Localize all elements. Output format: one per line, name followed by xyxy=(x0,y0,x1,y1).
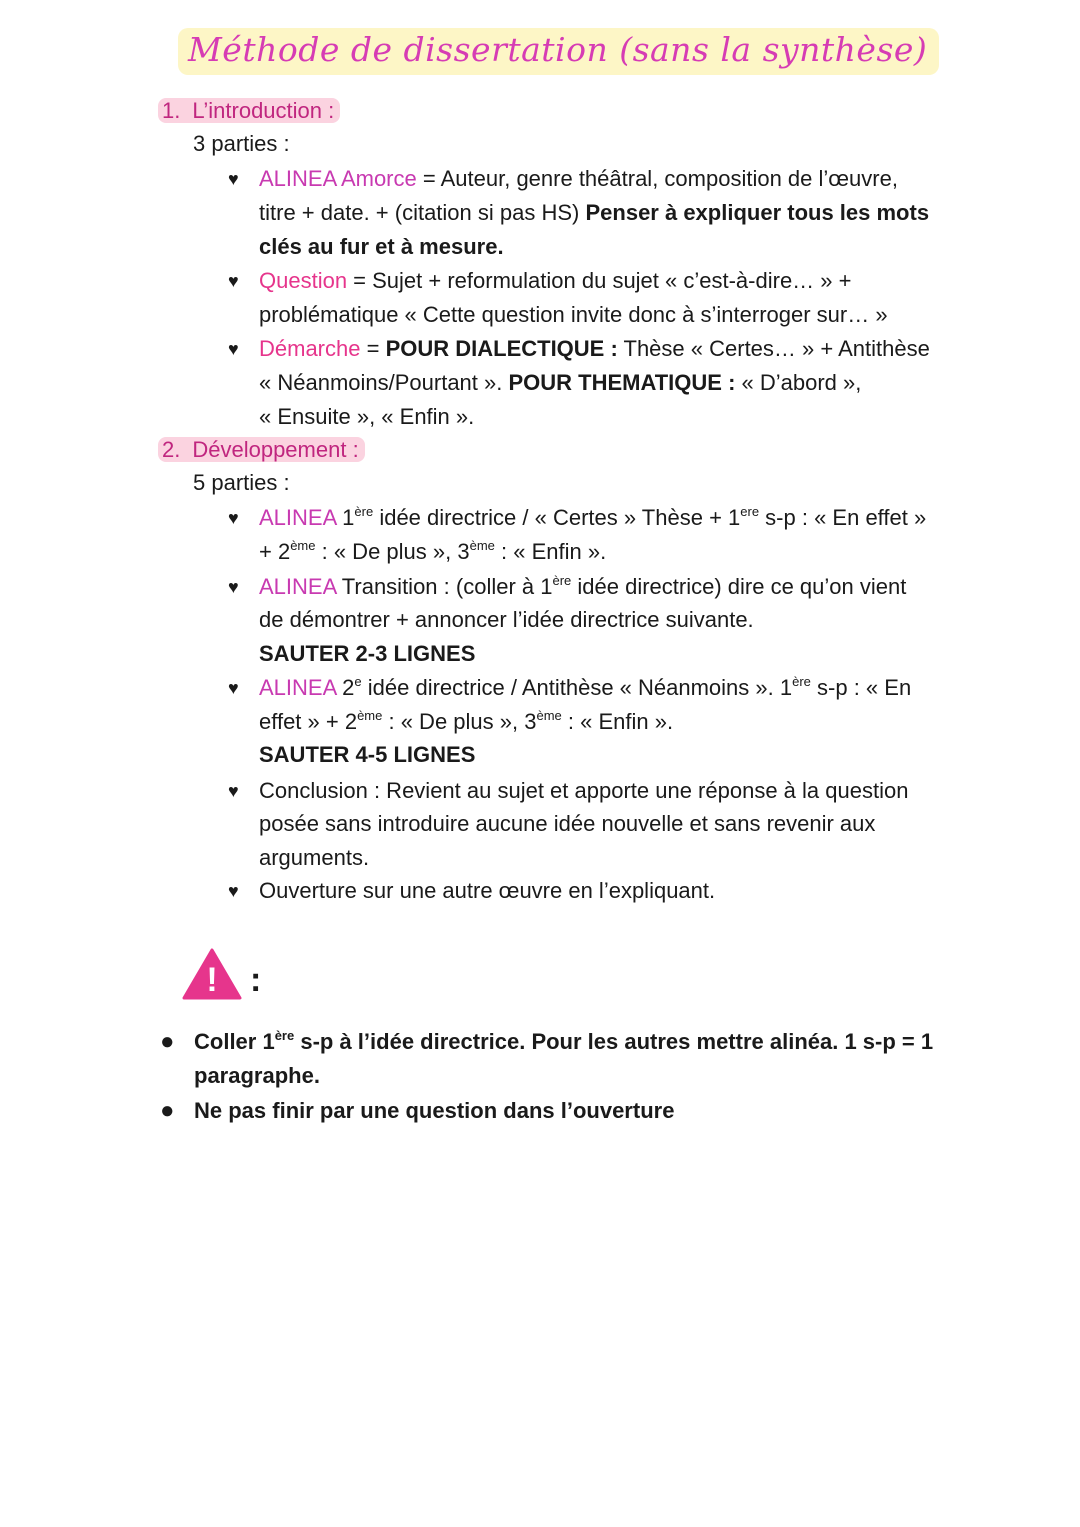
section-number: 2. xyxy=(162,437,181,462)
demarche-line-3: « Ensuite », « Enfin ». xyxy=(259,404,475,429)
superscript: ère xyxy=(274,1028,295,1043)
section-label: L’introduction : xyxy=(192,98,335,123)
superscript: ème xyxy=(536,708,562,723)
question-tag: Question xyxy=(259,268,348,293)
demarche-tag: Démarche xyxy=(259,336,361,361)
demarche-text: Thèse « Certes… » + Antithèse xyxy=(617,336,930,361)
question-line-2: problématique « Cette question invite donc à s’interroger sur… » xyxy=(259,302,888,327)
demarche-dialectique: POUR DIALECTIQUE : xyxy=(385,336,618,361)
page-title: Méthode de dissertation (sans la synthèse) xyxy=(178,28,939,75)
amorce-line-1 xyxy=(259,164,898,194)
demarche-line-1 xyxy=(259,334,930,364)
dev-parts-count: 5 parties : xyxy=(193,470,290,495)
warning-note-1 xyxy=(194,1027,933,1057)
dot-icon: ● xyxy=(160,1028,175,1055)
section-number: 1. xyxy=(162,98,181,123)
warning-colon: : xyxy=(250,961,262,999)
skip-lines-text: SAUTER 4-5 LIGNES xyxy=(259,742,476,767)
section-dev-highlight xyxy=(158,437,365,462)
section-dev-heading xyxy=(158,435,365,465)
warning-icon xyxy=(182,948,242,1000)
conclusion-line-3: arguments. xyxy=(259,845,370,870)
skip-lines-note xyxy=(259,639,475,669)
question-text: = Sujet + reformulation du sujet « c’est-à-dire… » + xyxy=(347,268,852,293)
warning-mark: ! xyxy=(206,961,218,999)
idea2-text: s-p : « En xyxy=(810,675,912,700)
idea1-text: : « Enfin ». xyxy=(494,539,607,564)
heart-icon: ♥ xyxy=(228,339,239,359)
idea2-line-2 xyxy=(259,707,673,737)
superscript: ere xyxy=(740,504,760,519)
superscript: ère xyxy=(792,674,811,689)
conclusion-line-1: Conclusion : Revient au sujet et apporte une réponse à la question xyxy=(259,778,909,803)
idea1-tag: ALINEA xyxy=(259,505,337,530)
transition-line-1 xyxy=(259,572,906,602)
transition-line-2: de démontrer + annoncer l’idée directrice suivante. xyxy=(259,607,754,632)
page-title-wrap xyxy=(178,28,939,75)
superscript: ère xyxy=(552,573,572,588)
heart-icon: ♥ xyxy=(228,169,239,189)
idea2-text: effet » + 2 xyxy=(259,709,358,734)
amorce-bold: Penser à expliquer tous les mots xyxy=(585,200,930,225)
superscript: ème xyxy=(469,538,495,553)
superscript: ère xyxy=(354,504,374,519)
heart-icon: ♥ xyxy=(228,508,239,528)
heart-icon: ♥ xyxy=(228,881,239,901)
heart-icon: ♥ xyxy=(228,781,239,801)
idea2-line-1 xyxy=(259,673,911,703)
idea1-text: 1 xyxy=(336,505,355,530)
question-line-1 xyxy=(259,266,851,296)
transition-tag: ALINEA xyxy=(259,574,337,599)
warning-note-2: Ne pas finir par une question dans l’ouverture xyxy=(194,1098,675,1123)
warning-note-1-cont: paragraphe. xyxy=(194,1063,320,1088)
ouverture-line: Ouverture sur une autre œuvre en l’expliquant. xyxy=(259,878,716,903)
amorce-line-3 xyxy=(259,232,504,262)
amorce-text: = Auteur, genre théâtral, composition de l’œuvre, xyxy=(416,166,898,191)
section-label: Développement : xyxy=(192,437,359,462)
heart-icon: ♥ xyxy=(228,271,239,291)
warning-text: Coller 1 xyxy=(194,1029,275,1054)
section-intro-heading xyxy=(158,96,340,126)
idea1-text: idée directrice / « Certes » Thèse + 1 xyxy=(373,505,741,530)
heart-icon: ♥ xyxy=(228,678,239,698)
intro-parts-count: 3 parties : xyxy=(193,131,290,156)
idea1-line-2 xyxy=(259,537,606,567)
warning-text: s-p à l’idée directrice. Pour les autres mettre alinéa. 1 s-p = 1 xyxy=(294,1029,934,1054)
demarche-thematique: POUR THEMATIQUE : xyxy=(508,370,736,395)
amorce-tag: ALINEA Amorce xyxy=(259,166,417,191)
idea2-text: : « De plus », 3 xyxy=(382,709,537,734)
idea2-text: : « Enfin ». xyxy=(561,709,674,734)
transition-text: idée directrice) dire ce qu’on vient xyxy=(571,574,907,599)
idea1-text: s-p : « En effet » xyxy=(759,505,927,530)
idea1-line-1 xyxy=(259,503,926,533)
demarche-text: « Néanmoins/Pourtant ». xyxy=(259,370,509,395)
idea2-tag: ALINEA xyxy=(259,675,337,700)
idea2-text: 2 xyxy=(336,675,355,700)
idea2-text: idée directrice / Antithèse « Néanmoins ». 1 xyxy=(361,675,793,700)
demarche-eq: = xyxy=(360,336,386,361)
transition-text: Transition : (coller à 1 xyxy=(336,574,553,599)
dot-icon: ● xyxy=(160,1097,175,1124)
conclusion-line-2: posée sans introduire aucune idée nouvelle et sans revenir aux xyxy=(259,811,876,836)
skip-lines-text: SAUTER 2-3 LIGNES xyxy=(259,641,476,666)
superscript: e xyxy=(354,674,362,689)
demarche-text: « D’abord », xyxy=(735,370,862,395)
amorce-line-2 xyxy=(259,198,929,228)
superscript: ème xyxy=(357,708,383,723)
idea1-text: + 2 xyxy=(259,539,291,564)
amorce-bold: clés au fur et à mesure. xyxy=(259,234,504,259)
skip-lines-note xyxy=(259,740,475,770)
section-intro-highlight xyxy=(158,98,340,123)
demarche-line-2 xyxy=(259,368,861,398)
heart-icon: ♥ xyxy=(228,577,239,597)
superscript: ème xyxy=(290,538,316,553)
amorce-text: titre + date. + (citation si pas HS) xyxy=(259,200,586,225)
idea1-text: : « De plus », 3 xyxy=(315,539,470,564)
